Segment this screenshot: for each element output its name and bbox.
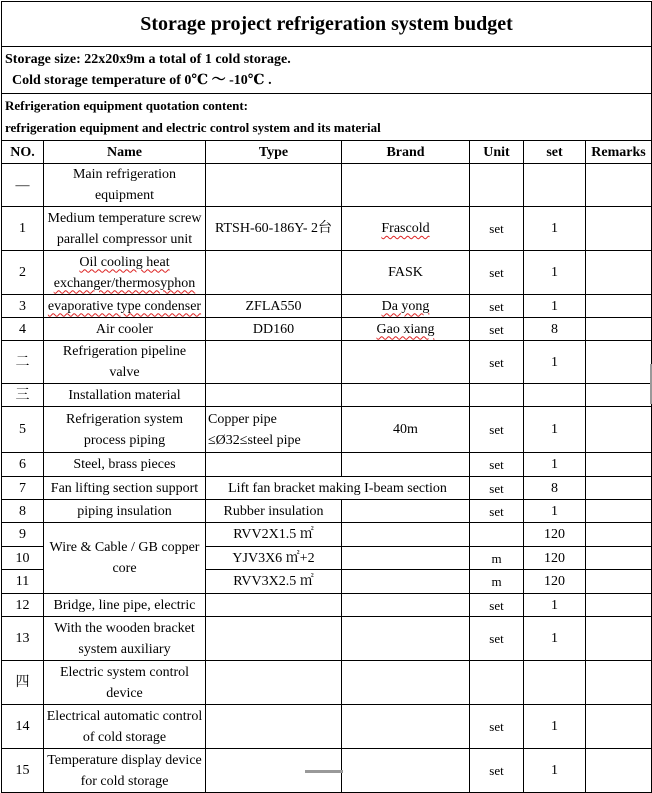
table-row (2, 661, 652, 705)
header-row (2, 141, 652, 164)
cell-type (206, 661, 342, 705)
cell-type: RTSH-60-186Y- 2台 (206, 207, 342, 251)
cell-unit: m (470, 547, 524, 570)
cell-qty: 1 (524, 295, 586, 318)
table-row (2, 251, 652, 295)
header-name: Name (44, 141, 206, 164)
cell-no: 二 (2, 341, 44, 384)
cell-remarks (586, 251, 652, 295)
cell-remarks (586, 318, 652, 341)
quotation-info (2, 94, 652, 141)
budget-table (1, 1, 652, 793)
cell-name: Main refrigeration equipment (44, 164, 206, 207)
cell-name: Wire & Cable / GB copper core (44, 523, 206, 594)
cell-no: 4 (2, 318, 44, 341)
cell-brand (342, 384, 470, 407)
cell-unit (470, 661, 524, 705)
cell-qty: 120 (524, 547, 586, 570)
cell-brand (342, 705, 470, 749)
cell-no: — (2, 164, 44, 207)
cell-remarks (586, 749, 652, 793)
cell-type: YJV3X6 ㎡+2 (206, 547, 342, 570)
cell-type: Lift fan bracket making I-beam section (206, 477, 470, 500)
title-row (2, 2, 652, 47)
cell-no: 6 (2, 453, 44, 477)
cell-remarks (586, 384, 652, 407)
cell-type (206, 594, 342, 617)
brand-text: Gao xiang (376, 321, 435, 337)
cell-remarks (586, 594, 652, 617)
header-brand: Brand (342, 141, 470, 164)
cell-brand (342, 500, 470, 523)
cell-no: 15 (2, 749, 44, 793)
cell-unit (470, 164, 524, 207)
cell-brand (342, 341, 470, 384)
cell-name: Refrigeration pipeline valve (44, 341, 206, 384)
cell-name: Fan lifting section support (44, 477, 206, 500)
brand-text: Da yong (381, 298, 430, 314)
cell-brand (342, 207, 470, 251)
table-row (2, 523, 652, 547)
cell-brand (342, 661, 470, 705)
cell-remarks (586, 523, 652, 547)
cell-brand (342, 523, 470, 547)
cell-remarks (586, 547, 652, 570)
cell-qty (524, 661, 586, 705)
cell-type (206, 705, 342, 749)
cell-brand (342, 453, 470, 477)
cell-type: ZFLA550 (206, 295, 342, 318)
cell-remarks (586, 207, 652, 251)
cell-brand (342, 570, 470, 594)
cell-no: 9 (2, 523, 44, 547)
cell-type (206, 453, 342, 477)
cell-unit: set (470, 594, 524, 617)
table-row (2, 207, 652, 251)
cell-no: 2 (2, 251, 44, 295)
cell-brand (342, 547, 470, 570)
cell-qty: 8 (524, 318, 586, 341)
header-remarks: Remarks (586, 141, 652, 164)
budget-document (1, 1, 651, 793)
cell-name: Refrigeration system process piping (44, 407, 206, 453)
table-row (2, 477, 652, 500)
storage-info-row (2, 47, 652, 94)
cell-qty (524, 164, 586, 207)
cell-qty: 1 (524, 251, 586, 295)
cell-unit (470, 523, 524, 547)
cell-qty: 120 (524, 570, 586, 594)
cell-no: 1 (2, 207, 44, 251)
cell-qty: 120 (524, 523, 586, 547)
cell-qty: 1 (524, 749, 586, 793)
cell-no: 10 (2, 547, 44, 570)
cell-unit: set (470, 407, 524, 453)
cell-unit: set (470, 207, 524, 251)
cell-type: Copper pipe ≤Ø32≤steel pipe (206, 407, 342, 453)
cell-remarks (586, 407, 652, 453)
cell-type (206, 164, 342, 207)
cell-type (206, 617, 342, 661)
cell-name (44, 251, 206, 295)
name-text: evaporative type condenser (47, 298, 202, 314)
quotation-line-2: refrigeration equipment and electric control system and its material (5, 120, 381, 135)
header-type: Type (206, 141, 342, 164)
quotation-info-row (2, 94, 652, 141)
cell-no: 11 (2, 570, 44, 594)
cell-unit: set (470, 749, 524, 793)
cell-type: RVV3X2.5 ㎡ (206, 570, 342, 594)
cell-no: 3 (2, 295, 44, 318)
name-text: Oil cooling heat exchanger/thermosyphon (53, 254, 196, 291)
cell-brand (342, 617, 470, 661)
cell-unit (470, 384, 524, 407)
cell-qty: 1 (524, 594, 586, 617)
cell-unit: set (470, 500, 524, 523)
cell-name: Medium temperature screw parallel compressor unit (44, 207, 206, 251)
cell-type (206, 251, 342, 295)
brand-text: Frascold (381, 221, 430, 236)
cell-type (206, 384, 342, 407)
cell-unit: set (470, 705, 524, 749)
table-row (2, 295, 652, 318)
cell-no: 7 (2, 477, 44, 500)
cell-name: Bridge, line pipe, electric (44, 594, 206, 617)
cold-temp-text: Cold storage temperature of 0℃ ～ -10℃ . (12, 73, 272, 88)
cell-name: With the wooden bracket system auxiliary (44, 617, 206, 661)
cell-remarks (586, 500, 652, 523)
cell-brand: 40m (342, 407, 470, 453)
cell-unit: set (470, 453, 524, 477)
cell-name: Electric system control device (44, 661, 206, 705)
table-row (2, 453, 652, 477)
quotation-line-1: Refrigeration equipment quotation content: (5, 98, 249, 113)
cell-name: piping insulation (44, 500, 206, 523)
cell-name: Steel, brass pieces (44, 453, 206, 477)
cell-qty: 8 (524, 477, 586, 500)
cell-qty: 1 (524, 407, 586, 453)
cell-qty (524, 384, 586, 407)
cell-remarks (586, 295, 652, 318)
table-row (2, 407, 652, 453)
cell-no: 5 (2, 407, 44, 453)
page-title: Storage project refrigeration system budget (2, 2, 652, 47)
cell-qty: 1 (524, 500, 586, 523)
cell-unit: set (470, 318, 524, 341)
table-row (2, 164, 652, 207)
cell-qty: 1 (524, 617, 586, 661)
cell-brand (342, 749, 470, 793)
cell-name: Temperature display device for cold storage (44, 749, 206, 793)
cell-unit: set (470, 341, 524, 384)
cell-qty: 1 (524, 341, 586, 384)
table-row (2, 594, 652, 617)
cell-type: DD160 (206, 318, 342, 341)
cell-remarks (586, 341, 652, 384)
cell-remarks (586, 453, 652, 477)
cell-remarks (586, 164, 652, 207)
cell-no: 四 (2, 661, 44, 705)
table-row (2, 341, 652, 384)
cell-remarks (586, 661, 652, 705)
cell-brand (342, 164, 470, 207)
cell-brand (342, 318, 470, 341)
header-no: NO. (2, 141, 44, 164)
cell-unit: set (470, 295, 524, 318)
cell-unit: set (470, 251, 524, 295)
cell-unit: set (470, 477, 524, 500)
cell-name: Air cooler (44, 318, 206, 341)
table-row (2, 500, 652, 523)
cell-type: Rubber insulation (206, 500, 342, 523)
cell-remarks (586, 617, 652, 661)
cell-type (206, 341, 342, 384)
table-row (2, 384, 652, 407)
cell-name (44, 295, 206, 318)
cell-no: 13 (2, 617, 44, 661)
header-set: set (524, 141, 586, 164)
cell-unit: set (470, 617, 524, 661)
header-unit: Unit (470, 141, 524, 164)
cell-no: 8 (2, 500, 44, 523)
storage-size-text: Storage size: 22x20x9m a total of 1 cold storage. (5, 52, 291, 67)
cell-name: Electrical automatic control of cold storage (44, 705, 206, 749)
cell-no: 14 (2, 705, 44, 749)
cell-remarks (586, 570, 652, 594)
storage-info (2, 47, 652, 94)
table-row (2, 705, 652, 749)
cell-remarks (586, 477, 652, 500)
cell-qty: 1 (524, 207, 586, 251)
cell-no: 12 (2, 594, 44, 617)
table-row (2, 318, 652, 341)
cell-brand (342, 594, 470, 617)
cell-brand (342, 295, 470, 318)
cell-unit: m (470, 570, 524, 594)
cell-remarks (586, 705, 652, 749)
cell-qty: 1 (524, 705, 586, 749)
cell-type: RVV2X1.5 ㎡ (206, 523, 342, 547)
cell-name: Installation material (44, 384, 206, 407)
cell-brand: FASK (342, 251, 470, 295)
cell-no: 三 (2, 384, 44, 407)
cell-qty: 1 (524, 453, 586, 477)
table-row (2, 617, 652, 661)
